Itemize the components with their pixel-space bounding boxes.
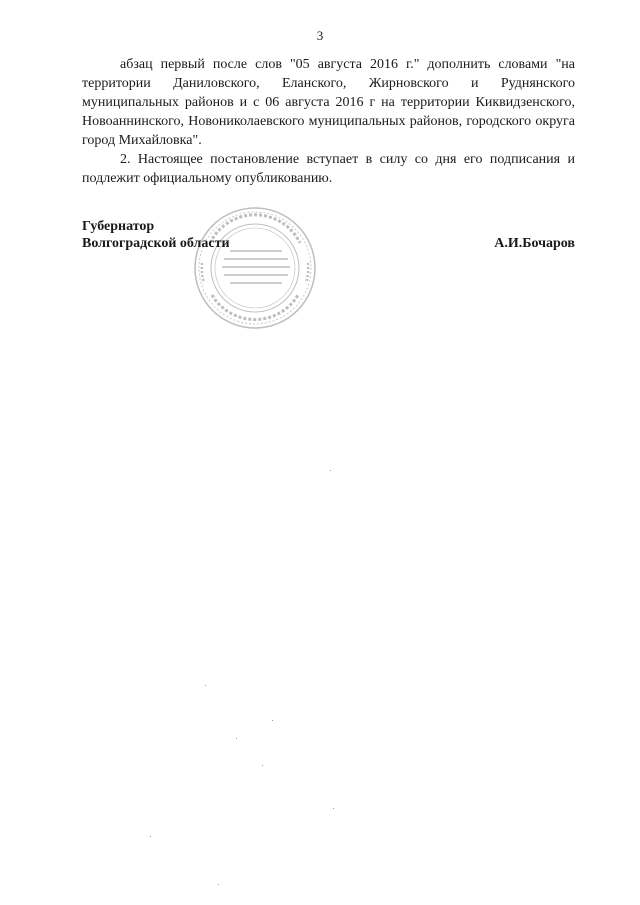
signature-block xyxy=(82,218,575,328)
scan-speck xyxy=(205,685,206,686)
scan-speck xyxy=(218,884,219,885)
document-body xyxy=(82,55,575,188)
scan-speck xyxy=(150,836,151,837)
signer-title-line1: Губернатор xyxy=(82,219,155,234)
page-number: 3 xyxy=(316,28,324,43)
signer-name: А.И.Бочаров xyxy=(494,236,575,251)
signer-title-line2: Волгоградской области xyxy=(82,236,230,251)
scan-speck xyxy=(330,470,331,471)
paragraph-amendment: абзац первый после слов "05 августа 2016 г." дополнить словами "на территории Даниловского, Еланского, Жирновского и Руднянского муниципальных районов и с 06 августа 2016 г на территории Киквидзенского, Новоаннинского, Новониколаевского муниципальных районов, городского округа город Михайловка". xyxy=(82,57,575,148)
scan-speck xyxy=(333,808,334,809)
signer-title xyxy=(82,218,230,252)
scan-speck xyxy=(262,765,263,766)
paragraph-effective-date: 2. Настоящее постановление вступает в силу со дня его подписания и подлежит официальному опубликованию. xyxy=(82,152,575,186)
scan-speck xyxy=(272,720,273,721)
scan-speck xyxy=(236,738,237,739)
